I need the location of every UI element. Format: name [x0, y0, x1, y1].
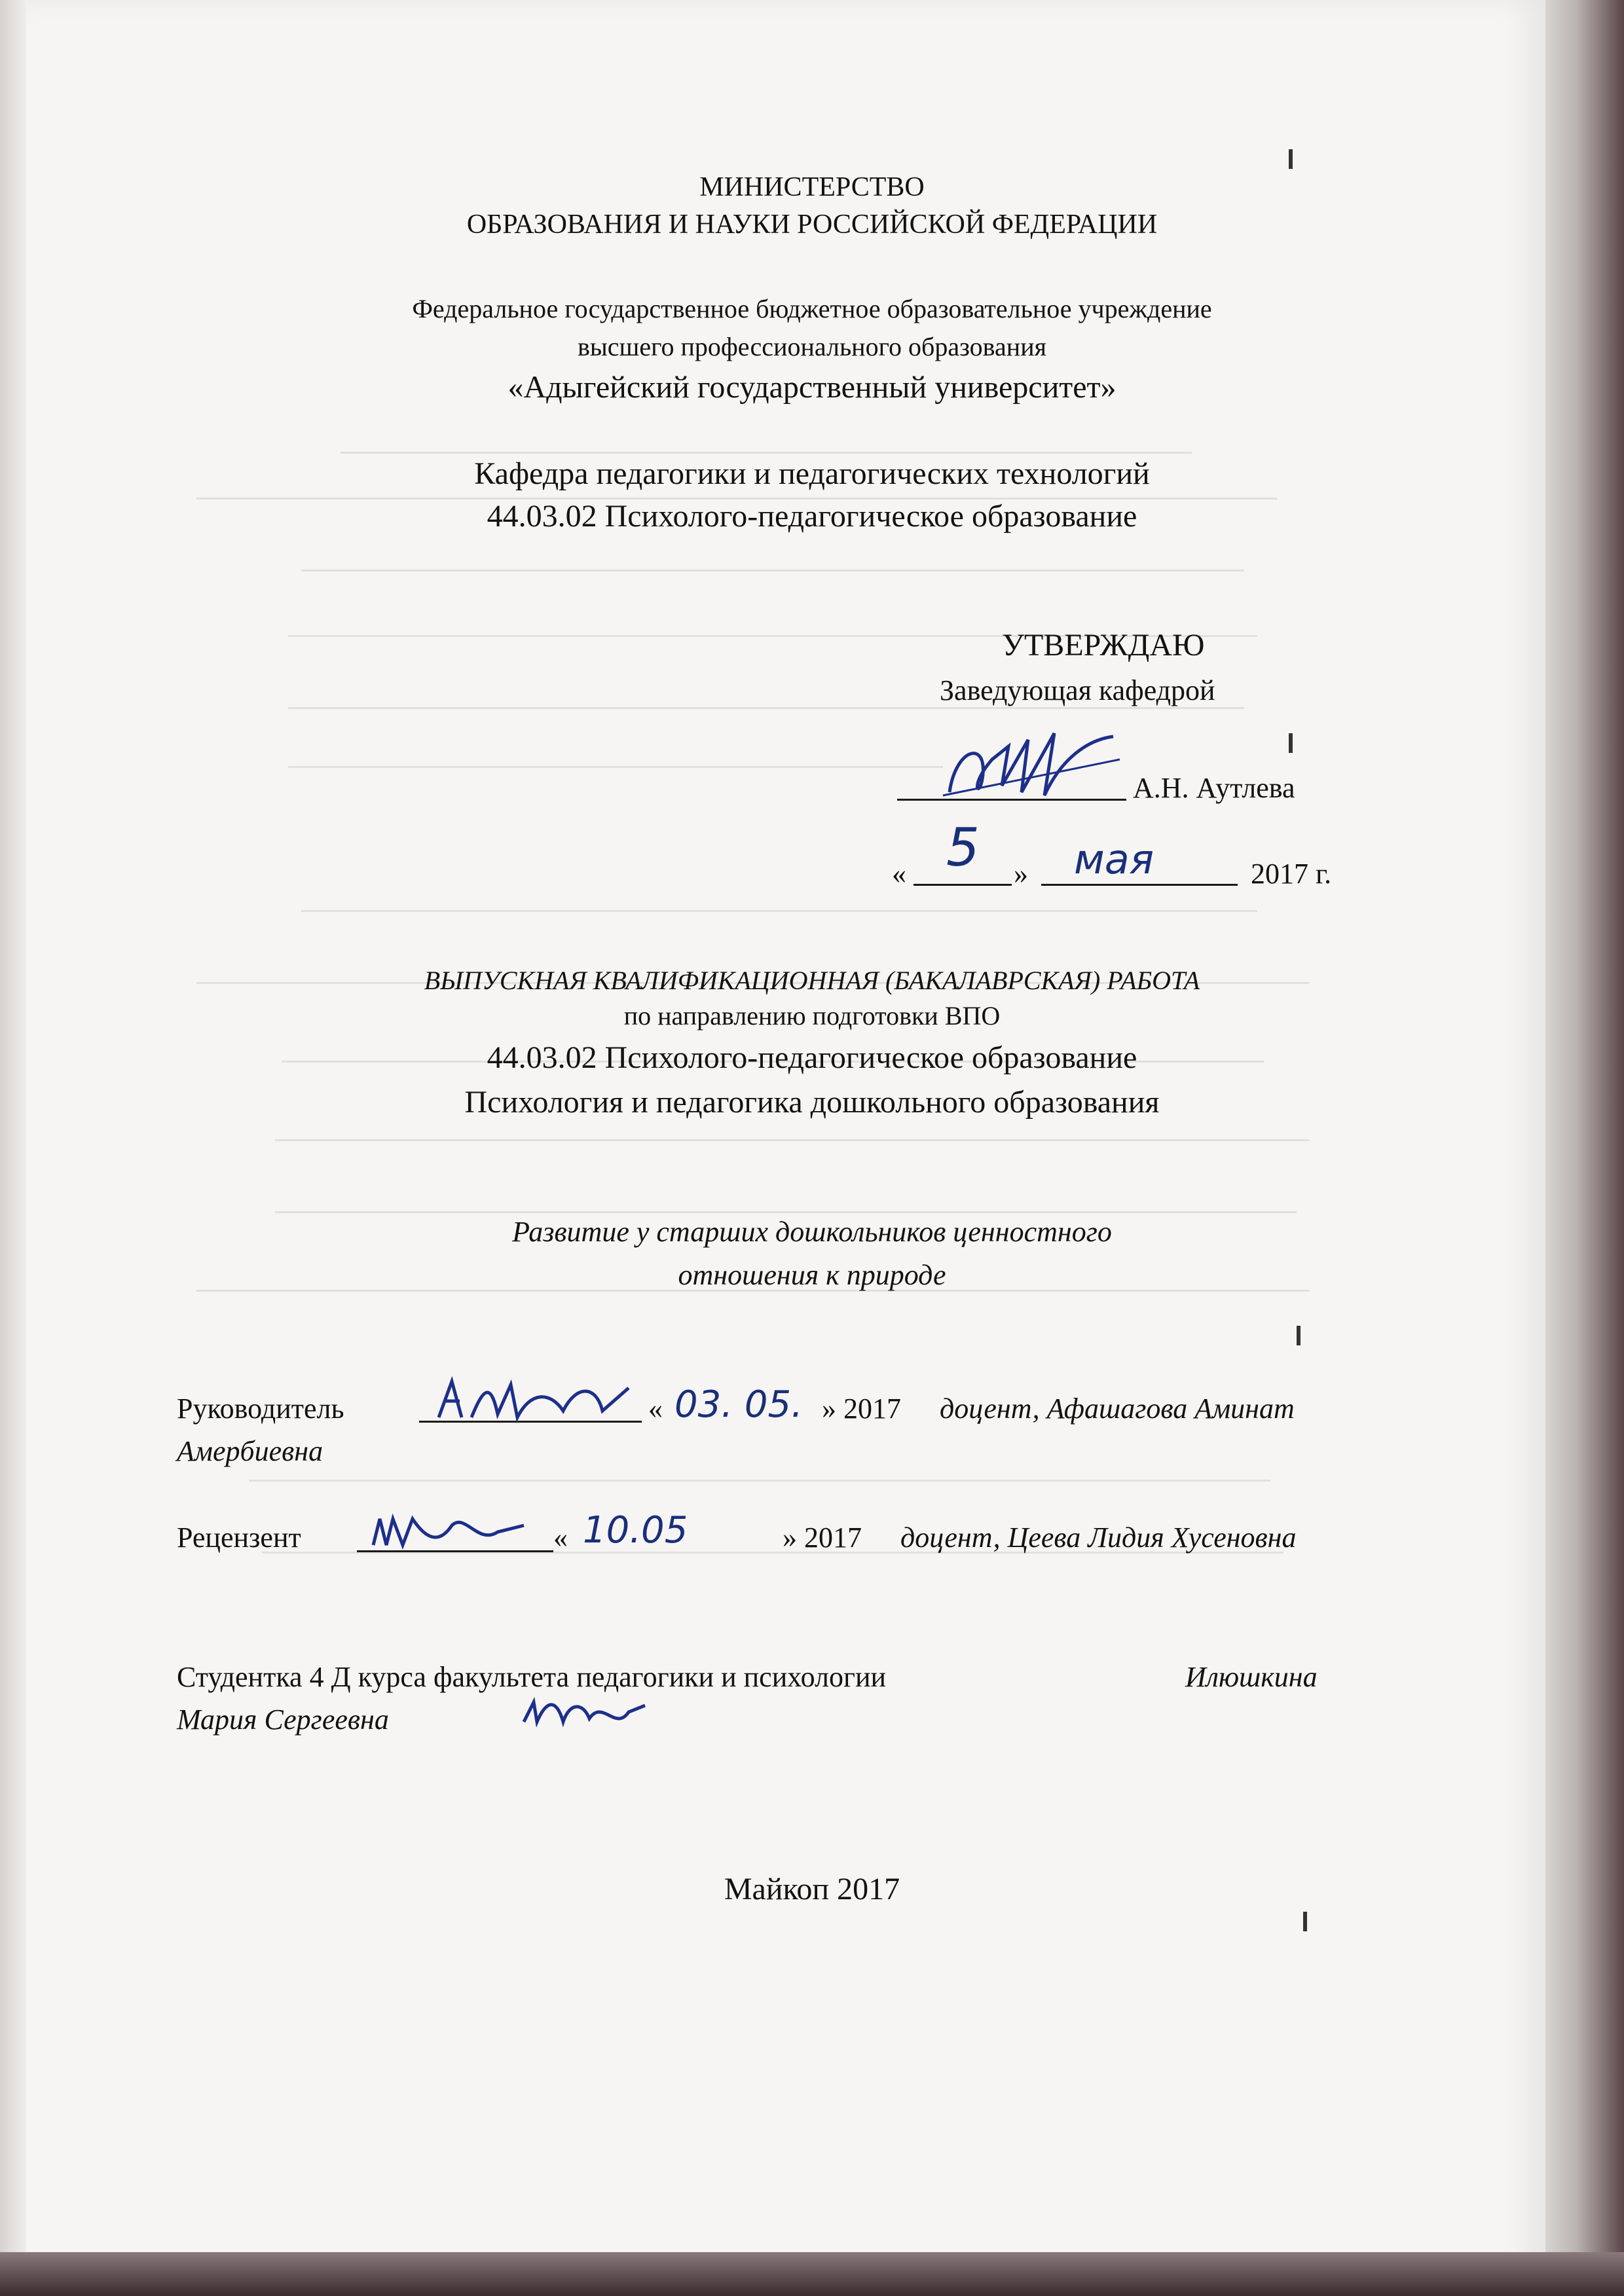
reviewer-signature	[367, 1506, 537, 1558]
date-day-line	[913, 884, 1012, 886]
head-name: А.Н. Аутлева	[1133, 772, 1295, 804]
department-name: Кафедра педагогики и педагогических технологий	[474, 456, 1150, 491]
student-surname: Илюшкина	[1185, 1661, 1318, 1693]
student-signature	[517, 1686, 648, 1738]
supervisor-label: Руководитель	[177, 1393, 344, 1425]
supervisor-info: доцент, Афашагова Аминат	[940, 1393, 1295, 1425]
supervisor-info-cont: Амербиевна	[177, 1435, 323, 1467]
work-title-line-1: Развитие у старших дошкольников ценностного	[512, 1216, 1112, 1248]
work-type: ВЫПУСКНАЯ КВАЛИФИКАЦИОННАЯ (БАКАЛАВРСКАЯ) РАБОТА	[424, 966, 1200, 995]
scan-mark	[1303, 1912, 1307, 1931]
work-direction: по направлению подготовки ВПО	[623, 1001, 1001, 1030]
city-year: Майкоп 2017	[724, 1872, 900, 1906]
scan-mark	[1289, 733, 1293, 753]
work-title-line-2: отношения к природе	[678, 1259, 946, 1291]
reviewer-label: Рецензент	[177, 1522, 301, 1554]
student-line: Студентка 4 Д курса факультета педагогики и психологии	[177, 1661, 887, 1693]
ministry-line-1: МИНИСТЕРСТВО	[699, 172, 925, 202]
institution-line-2: высшего профессионального образования	[578, 332, 1046, 361]
supervisor-signature	[432, 1372, 642, 1430]
program-code: 44.03.02 Психолого-педагогическое образование	[487, 499, 1137, 534]
supervisor-year: » 2017	[822, 1393, 901, 1425]
work-program: 44.03.02 Психолого-педагогическое образование	[487, 1040, 1137, 1075]
scan-mark	[1297, 1326, 1301, 1345]
supervisor-date-handwritten: 03. 05.	[674, 1383, 803, 1426]
reviewer-year: » 2017	[783, 1522, 862, 1554]
work-profile: Психология и педагогика дошкольного образования	[464, 1085, 1160, 1120]
supervisor-date-open: «	[648, 1393, 663, 1425]
date-year: 2017 г.	[1251, 858, 1332, 890]
head-signature	[930, 720, 1126, 812]
reviewer-date-handwritten: 10.05	[583, 1509, 688, 1552]
student-name: Мария Сергеевна	[177, 1704, 389, 1736]
scan-mark	[1289, 149, 1293, 169]
date-day-handwritten: 5	[946, 817, 980, 878]
date-open-quote: «	[892, 858, 906, 890]
approval-title: УТВЕРЖДАЮ	[1002, 628, 1205, 663]
ministry-line-2: ОБРАЗОВАНИЯ И НАУКИ РОССИЙСКОЙ ФЕДЕРАЦИИ	[466, 210, 1158, 240]
page-edge-bottom	[0, 2252, 1624, 2296]
approval-position: Заведующая кафедрой	[940, 674, 1215, 706]
reviewer-date-open: «	[553, 1522, 568, 1554]
university-name: «Адыгейский государственный университет»	[507, 370, 1116, 405]
date-mid-quote: »	[1014, 858, 1028, 890]
institution-line-1: Федеральное государственное бюджетное образовательное учреждение	[412, 294, 1212, 323]
reviewer-info: доцент, Цеева Лидия Хусеновна	[900, 1522, 1297, 1554]
date-month-line	[1041, 884, 1238, 886]
date-month-handwritten: мая	[1074, 835, 1154, 883]
